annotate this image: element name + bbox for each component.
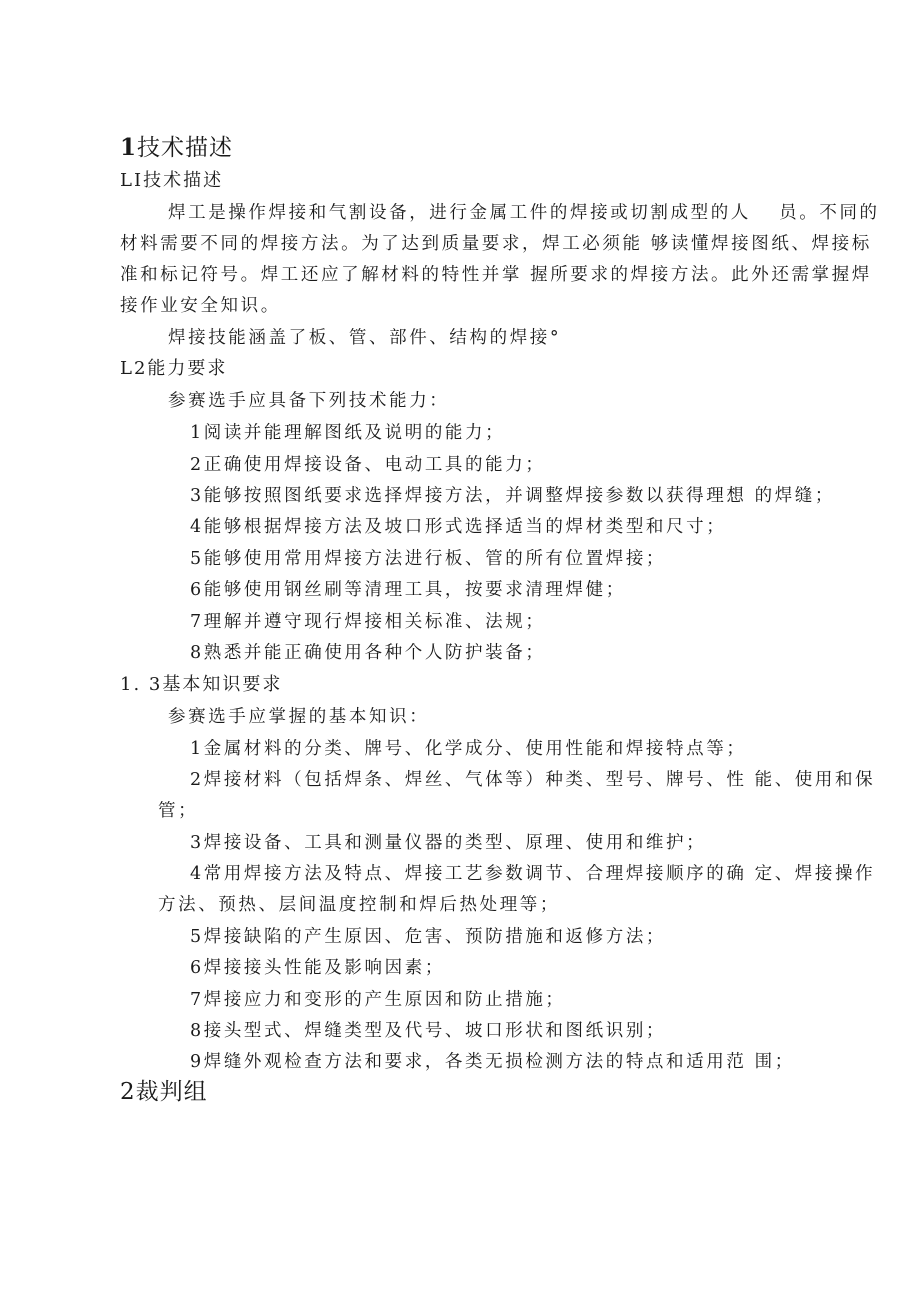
ability-item: 3能够按照图纸要求选择焊接方法，并调整焊接参数以获得理想 的焊缝； bbox=[190, 486, 835, 506]
paragraph-line: 准和标记符号。焊工还应了解材料的特性并掌 握所要求的焊接方法。此外还需掌握焊 bbox=[120, 265, 872, 285]
ability-intro: 参赛选手应具备下列技术能力： bbox=[168, 391, 450, 411]
section-2-title: 裁判组 bbox=[135, 1079, 208, 1105]
section-2-heading bbox=[120, 1077, 208, 1107]
knowledge-item: 6焊接接头性能及影响因素； bbox=[190, 958, 445, 978]
ability-item: 6能够使用钢丝刷等清理工具，按要求清理焊健； bbox=[190, 580, 626, 600]
knowledge-item: 5焊接缺陷的产生原因、危害、预防措施和返修方法； bbox=[190, 927, 667, 947]
ability-item: 5能够使用常用焊接方法进行板、管的所有位置焊接； bbox=[190, 549, 667, 569]
knowledge-item-continuation: 管； bbox=[158, 801, 199, 821]
knowledge-item: 2焊接材料（包括焊条、焊丝、气体等）种类、型号、牌号、性 能、使用和保 bbox=[190, 770, 876, 790]
knowledge-item-continuation: 方法、预热、层间温度控制和焊后热处理等； bbox=[158, 895, 560, 915]
knowledge-item: 3焊接设备、工具和测量仪器的类型、原理、使用和维护； bbox=[190, 833, 707, 853]
section-1-title: 技术描述 bbox=[137, 135, 234, 161]
paragraph-line: 接作业安全知识。 bbox=[120, 296, 281, 316]
ability-item: 8熟悉并能正确使用各种个人防护装备； bbox=[190, 643, 546, 663]
section-1-number: 1 bbox=[120, 134, 138, 161]
knowledge-item: 8接头型式、焊缝类型及代号、坡口形状和图纸识别； bbox=[190, 1021, 667, 1041]
subsection-1-2-heading: L2能力要求 bbox=[120, 358, 228, 379]
subsection-1-1-heading: LI技术描述 bbox=[120, 170, 224, 191]
paragraph-line: 焊工是操作焊接和气割设备，进行金属工件的焊接或切割成型的人 员。不同的 bbox=[168, 203, 880, 223]
paragraph-scope: 焊接技能涵盖了板、管、部件、结构的焊接° bbox=[168, 328, 562, 348]
ability-item: 7理解并遵守现行焊接相关标准、法规； bbox=[190, 612, 546, 632]
subsection-1-3-heading: 1. 3基本知识要求 bbox=[120, 674, 283, 695]
knowledge-item: 4常用焊接方法及特点、焊接工艺参数调节、合理焊接顺序的确 定、焊接操作 bbox=[190, 864, 876, 884]
knowledge-item: 9焊缝外观检查方法和要求，各类无损检测方法的特点和适用范 围； bbox=[190, 1052, 795, 1072]
ability-item: 2正确使用焊接设备、电动工具的能力； bbox=[190, 455, 546, 475]
knowledge-item: 1金属材料的分类、牌号、化学成分、使用性能和焊接特点等； bbox=[190, 739, 747, 759]
section-2-number: 2 bbox=[120, 1079, 136, 1105]
knowledge-item: 7焊接应力和变形的产生原因和防止措施； bbox=[190, 990, 566, 1010]
section-1-heading bbox=[120, 133, 233, 163]
ability-item: 4能够根据焊接方法及坡口形式选择适当的焊材类型和尺寸； bbox=[190, 517, 727, 537]
knowledge-intro: 参赛选手应掌握的基本知识： bbox=[168, 707, 430, 727]
paragraph-line: 材料需要不同的焊接方法。为了达到质量要求，焊工必须能 够读懂焊接图纸、焊接标 bbox=[120, 234, 872, 254]
ability-item: 1阅读并能理解图纸及说明的能力； bbox=[190, 423, 506, 443]
